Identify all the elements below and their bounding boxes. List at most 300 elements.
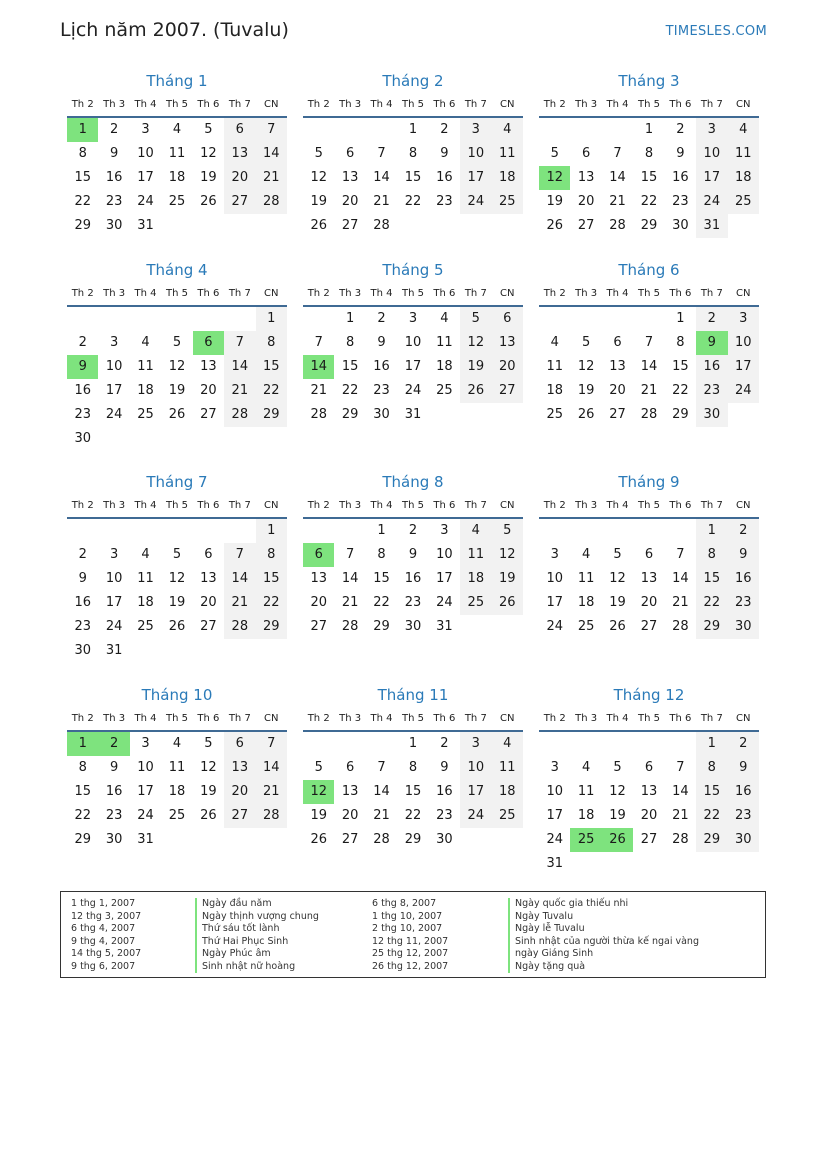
day-cell: 27 — [609, 407, 626, 422]
weekday-header — [67, 708, 287, 732]
day-cell: 21 — [672, 595, 689, 610]
empty-cell — [602, 118, 633, 142]
day-cell: 27 — [341, 832, 359, 847]
day-cell: 29 — [672, 407, 689, 422]
day-cell: 29 — [256, 615, 287, 639]
day-cell: 9 — [377, 335, 386, 350]
empty-cell — [161, 519, 192, 543]
legend-holiday-name: Thứ sáu tốt lành — [195, 923, 319, 936]
day-cell: 5 — [204, 122, 213, 137]
weekday-label: Th 2 — [543, 99, 566, 110]
legend-holiday-name: ngày Giáng Sinh — [508, 948, 699, 961]
day-cell: 29 — [404, 832, 422, 847]
weekday-label: Th 7 — [228, 713, 251, 724]
day-cell: 11 — [168, 146, 186, 161]
day-cell: 29 — [696, 828, 727, 852]
day-cell: 12 — [200, 146, 217, 161]
weekday-header — [539, 708, 759, 732]
legend-date: 12 thg 3, 2007 — [71, 910, 142, 922]
weekday-label: CN — [500, 500, 515, 511]
day-cell: 3 — [440, 523, 449, 538]
day-cell: 29 — [696, 615, 727, 639]
day-cell: 3 — [460, 118, 491, 142]
empty-cell — [665, 732, 696, 756]
holiday-day-cell: 6 — [193, 331, 224, 355]
weekday-header — [67, 283, 287, 307]
legend-holiday-name: Thứ Hai Phục Sinh — [195, 936, 319, 949]
empty-cell — [570, 519, 601, 543]
day-cell: 17 — [137, 784, 154, 799]
legend-holiday-name: Sinh nhật nữ hoàng — [195, 961, 319, 974]
day-cell: 10 — [436, 547, 453, 562]
month-block — [67, 473, 287, 663]
day-cell: 20 — [640, 595, 658, 610]
day-cell: 27 — [640, 619, 658, 634]
day-cell: 22 — [696, 804, 727, 828]
weekday-label: Th 5 — [401, 99, 424, 110]
day-cell: 19 — [492, 567, 523, 591]
day-cell: 1 — [696, 519, 727, 543]
day-cell: 25 — [137, 407, 154, 422]
day-cell: 13 — [577, 170, 595, 185]
empty-cell — [539, 519, 570, 543]
weekday-header — [539, 495, 759, 519]
day-cell: 24 — [105, 619, 123, 634]
weekday-label: Th 3 — [103, 500, 126, 511]
day-cell: 8 — [256, 543, 287, 567]
day-cell: 20 — [310, 595, 327, 610]
day-cell: 18 — [492, 780, 523, 804]
day-cell: 25 — [492, 190, 523, 214]
month-block — [539, 261, 759, 427]
day-cell: 22 — [341, 383, 359, 398]
day-cell: 29 — [373, 619, 390, 634]
day-cell: 4 — [581, 760, 591, 775]
weekday-label: Th 5 — [401, 288, 424, 299]
day-cell: 26 — [200, 808, 217, 823]
weekday-label: Th 2 — [307, 713, 330, 724]
weekday-label: Th 7 — [228, 99, 251, 110]
day-cell: 26 — [460, 379, 491, 403]
day-cell: 21 — [256, 166, 287, 190]
day-cell: 14 — [341, 571, 359, 586]
day-cell: 26 — [168, 619, 186, 634]
day-cell: 19 — [168, 595, 186, 610]
weekday-label: Th 2 — [543, 288, 566, 299]
empty-cell — [633, 307, 664, 331]
day-cell: 12 — [310, 170, 327, 185]
day-cell: 11 — [492, 142, 523, 166]
weekday-label: Th 3 — [575, 500, 598, 511]
day-cell: 6 — [224, 118, 255, 142]
day-grid — [303, 307, 523, 427]
weekday-label: Th 7 — [464, 500, 487, 511]
day-cell: 26 — [492, 591, 523, 615]
day-cell: 13 — [224, 756, 255, 780]
day-cell: 17 — [696, 166, 727, 190]
day-cell: 31 — [404, 407, 422, 422]
day-cell: 2 — [440, 122, 449, 137]
day-cell: 5 — [314, 146, 323, 161]
weekday-label: Th 4 — [134, 713, 157, 724]
day-cell: 18 — [137, 383, 154, 398]
day-cell: 25 — [546, 407, 563, 422]
empty-cell — [67, 307, 98, 331]
day-cell: 7 — [676, 760, 685, 775]
day-cell: 20 — [640, 808, 658, 823]
day-cell: 7 — [224, 331, 255, 355]
day-cell: 27 — [224, 804, 255, 828]
legend-date: 25 thg 12, 2007 — [372, 948, 449, 959]
weekday-label: Th 4 — [134, 500, 157, 511]
weekday-label: CN — [736, 288, 751, 299]
legend-names-left — [195, 898, 319, 973]
day-grid — [539, 307, 759, 427]
day-cell: 19 — [609, 808, 626, 823]
weekday-header — [303, 495, 523, 519]
day-cell: 23 — [728, 591, 759, 615]
day-cell: 19 — [168, 383, 186, 398]
day-cell: 17 — [460, 780, 491, 804]
day-cell: 30 — [696, 403, 727, 427]
day-cell: 14 — [224, 355, 255, 379]
day-cell: 2 — [78, 547, 87, 562]
day-cell: 24 — [105, 407, 123, 422]
day-cell: 30 — [672, 218, 689, 233]
empty-cell — [366, 118, 397, 142]
day-cell: 12 — [200, 760, 217, 775]
day-cell: 23 — [672, 194, 689, 209]
empty-cell — [303, 307, 334, 331]
day-cell: 21 — [373, 808, 390, 823]
weekday-label: Th 5 — [165, 288, 188, 299]
day-cell: 16 — [436, 170, 453, 185]
day-cell: 18 — [168, 784, 186, 799]
day-cell: 20 — [341, 808, 359, 823]
weekday-label: Th 2 — [307, 99, 330, 110]
day-cell: 16 — [74, 595, 91, 610]
day-cell: 15 — [696, 780, 727, 804]
day-cell: 17 — [728, 355, 759, 379]
weekday-label: CN — [736, 500, 751, 511]
weekday-header — [539, 94, 759, 118]
day-cell: 11 — [577, 784, 595, 799]
weekday-label: Th 7 — [228, 288, 251, 299]
weekday-label: Th 4 — [606, 713, 629, 724]
weekday-label: Th 3 — [103, 288, 126, 299]
day-cell: 24 — [460, 190, 491, 214]
day-cell: 10 — [460, 142, 491, 166]
day-cell: 23 — [74, 619, 91, 634]
day-cell: 27 — [200, 619, 217, 634]
day-cell: 8 — [408, 146, 418, 161]
day-cell: 15 — [640, 170, 658, 185]
day-cell: 26 — [310, 218, 327, 233]
day-cell: 4 — [440, 311, 449, 326]
holiday-day-cell: 9 — [67, 355, 98, 379]
day-cell: 30 — [105, 218, 123, 233]
weekday-label: Th 4 — [606, 288, 629, 299]
day-cell: 3 — [109, 547, 119, 562]
day-cell: 10 — [696, 142, 727, 166]
day-cell: 6 — [581, 146, 591, 161]
legend-date: 6 thg 4, 2007 — [71, 923, 136, 934]
day-grid — [539, 118, 759, 238]
day-cell: 25 — [728, 190, 759, 214]
day-cell: 23 — [728, 804, 759, 828]
day-cell: 4 — [141, 547, 150, 562]
day-cell: 5 — [550, 146, 559, 161]
day-cell: 18 — [168, 170, 186, 185]
empty-cell — [539, 307, 570, 331]
day-cell: 21 — [672, 808, 689, 823]
day-cell: 21 — [609, 194, 626, 209]
weekday-header — [303, 94, 523, 118]
day-cell: 31 — [436, 619, 453, 634]
day-cell: 6 — [644, 760, 654, 775]
legend-dates-left — [71, 898, 141, 973]
day-cell: 6 — [492, 307, 523, 331]
holiday-day-cell: 26 — [602, 828, 633, 852]
day-cell: 23 — [696, 379, 727, 403]
day-cell: 27 — [310, 619, 327, 634]
day-cell: 9 — [109, 760, 119, 775]
day-cell: 17 — [460, 166, 491, 190]
weekday-label: Th 7 — [700, 99, 723, 110]
day-cell: 12 — [492, 543, 523, 567]
weekday-label: Th 5 — [401, 500, 424, 511]
weekday-label: Th 2 — [307, 500, 330, 511]
day-cell: 5 — [314, 760, 323, 775]
day-cell: 28 — [672, 832, 689, 847]
day-grid — [303, 732, 523, 852]
weekday-label: Th 3 — [339, 500, 362, 511]
month-block — [539, 686, 759, 876]
day-cell: 2 — [109, 122, 119, 137]
empty-cell — [570, 732, 601, 756]
day-cell: 1 — [408, 736, 418, 751]
day-cell: 15 — [256, 567, 287, 591]
empty-cell — [303, 732, 334, 756]
day-cell: 28 — [373, 218, 390, 233]
day-cell: 24 — [546, 619, 563, 634]
day-cell: 21 — [224, 591, 255, 615]
empty-cell — [193, 519, 224, 543]
day-cell: 13 — [609, 359, 626, 374]
weekday-label: Th 7 — [228, 500, 251, 511]
legend-holiday-name: Ngày thịnh vượng chung — [195, 911, 319, 924]
empty-cell — [224, 519, 255, 543]
day-cell: 1 — [256, 307, 287, 331]
day-cell: 30 — [404, 619, 422, 634]
weekday-label: Th 6 — [433, 713, 456, 724]
weekday-label: CN — [500, 288, 515, 299]
day-cell: 21 — [256, 780, 287, 804]
day-cell: 1 — [345, 311, 355, 326]
day-cell: 30 — [74, 643, 91, 658]
day-cell: 31 — [696, 214, 727, 238]
weekday-label: Th 6 — [433, 500, 456, 511]
day-cell: 8 — [644, 146, 654, 161]
month-block — [303, 686, 523, 852]
day-cell: 7 — [224, 543, 255, 567]
day-cell: 19 — [200, 170, 217, 185]
day-cell: 24 — [460, 804, 491, 828]
day-cell: 20 — [492, 355, 523, 379]
day-grid — [303, 519, 523, 639]
day-cell: 11 — [137, 571, 154, 586]
day-cell: 16 — [696, 355, 727, 379]
day-cell: 27 — [640, 832, 658, 847]
day-cell: 14 — [640, 359, 658, 374]
legend-date: 26 thg 12, 2007 — [372, 960, 449, 972]
day-grid — [67, 732, 287, 852]
day-cell: 19 — [310, 808, 327, 823]
day-cell: 12 — [577, 359, 595, 374]
day-cell: 29 — [640, 218, 658, 233]
day-cell: 28 — [224, 615, 255, 639]
day-cell: 8 — [696, 543, 727, 567]
weekday-label: Th 6 — [669, 713, 692, 724]
month-block — [67, 72, 287, 238]
day-cell: 8 — [696, 756, 727, 780]
weekday-label: Th 6 — [433, 99, 456, 110]
day-cell: 28 — [609, 218, 626, 233]
legend-holiday-name: Ngày đầu năm — [195, 898, 319, 911]
day-cell: 15 — [373, 571, 390, 586]
empty-cell — [633, 732, 664, 756]
legend-date: 14 thg 5, 2007 — [71, 948, 142, 959]
day-cell: 18 — [137, 595, 154, 610]
empty-cell — [334, 732, 365, 756]
day-cell: 4 — [581, 547, 591, 562]
day-cell: 22 — [404, 194, 422, 209]
weekday-label: Th 4 — [370, 288, 393, 299]
weekday-label: Th 4 — [134, 99, 157, 110]
day-cell: 10 — [546, 784, 563, 799]
day-cell: 18 — [577, 808, 595, 823]
day-cell: 26 — [310, 832, 327, 847]
empty-cell — [224, 307, 255, 331]
legend-holiday-name: Ngày Phúc âm — [195, 948, 319, 961]
day-cell: 5 — [613, 760, 622, 775]
month-name: Tháng 7 — [146, 473, 208, 491]
site-link[interactable]: TIMESLES.COM — [665, 24, 767, 39]
holiday-day-cell: 1 — [67, 732, 98, 756]
day-cell: 1 — [256, 519, 287, 543]
weekday-label: CN — [264, 713, 279, 724]
day-cell: 23 — [105, 194, 123, 209]
weekday-label: CN — [736, 713, 751, 724]
day-cell: 10 — [460, 756, 491, 780]
day-cell: 2 — [728, 732, 759, 756]
day-cell: 13 — [640, 784, 658, 799]
day-cell: 21 — [224, 379, 255, 403]
day-cell: 11 — [492, 756, 523, 780]
day-cell: 24 — [436, 595, 453, 610]
day-cell: 1 — [676, 311, 685, 326]
legend-date: 2 thg 10, 2007 — [372, 923, 443, 934]
holiday-day-cell: 9 — [696, 331, 727, 355]
day-cell: 7 — [256, 118, 287, 142]
weekday-label: Th 2 — [543, 713, 566, 724]
empty-cell — [67, 519, 98, 543]
day-cell: 7 — [377, 146, 386, 161]
weekday-label: Th 7 — [700, 288, 723, 299]
day-cell: 10 — [137, 146, 154, 161]
weekday-label: Th 4 — [370, 713, 393, 724]
day-cell: 28 — [224, 403, 255, 427]
day-cell: 25 — [168, 194, 186, 209]
day-cell: 13 — [492, 331, 523, 355]
day-cell: 30 — [728, 615, 759, 639]
weekday-header — [67, 94, 287, 118]
day-cell: 16 — [728, 567, 759, 591]
month-name: Tháng 10 — [141, 686, 213, 704]
day-cell: 18 — [728, 166, 759, 190]
day-cell: 13 — [341, 784, 359, 799]
weekday-label: Th 3 — [103, 99, 126, 110]
holiday-legend — [60, 891, 766, 978]
day-cell: 19 — [577, 383, 595, 398]
day-cell: 3 — [728, 307, 759, 331]
day-cell: 20 — [341, 194, 359, 209]
day-cell: 24 — [137, 194, 154, 209]
day-cell: 16 — [436, 784, 453, 799]
day-cell: 29 — [74, 832, 91, 847]
day-cell: 22 — [696, 591, 727, 615]
day-cell: 5 — [460, 307, 491, 331]
day-cell: 25 — [168, 808, 186, 823]
day-cell: 9 — [408, 547, 418, 562]
day-cell: 28 — [373, 832, 390, 847]
day-cell: 26 — [546, 218, 563, 233]
weekday-label: Th 3 — [575, 713, 598, 724]
day-cell: 24 — [696, 190, 727, 214]
weekday-label: Th 5 — [637, 713, 660, 724]
day-cell: 30 — [105, 832, 123, 847]
day-cell: 23 — [74, 407, 91, 422]
weekday-label: Th 2 — [71, 500, 94, 511]
day-cell: 6 — [224, 732, 255, 756]
day-cell: 16 — [105, 784, 123, 799]
day-cell: 31 — [105, 643, 123, 658]
weekday-label: Th 3 — [575, 288, 598, 299]
day-cell: 10 — [546, 571, 563, 586]
weekday-label: CN — [264, 99, 279, 110]
weekday-label: Th 4 — [370, 500, 393, 511]
empty-cell — [161, 307, 192, 331]
day-cell: 16 — [105, 170, 123, 185]
day-cell: 14 — [373, 170, 390, 185]
day-cell: 5 — [172, 547, 182, 562]
month-block — [303, 473, 523, 639]
day-cell: 26 — [577, 407, 595, 422]
day-cell: 9 — [728, 756, 759, 780]
day-cell: 5 — [581, 335, 591, 350]
holiday-day-cell: 14 — [303, 355, 334, 379]
day-cell: 2 — [440, 736, 449, 751]
day-cell: 8 — [345, 335, 355, 350]
day-cell: 26 — [609, 619, 626, 634]
day-cell: 3 — [550, 760, 559, 775]
day-cell: 17 — [105, 595, 123, 610]
month-name: Tháng 6 — [618, 261, 680, 279]
day-cell: 12 — [168, 359, 186, 374]
day-cell: 15 — [74, 170, 91, 185]
month-name: Tháng 8 — [382, 473, 444, 491]
day-cell: 4 — [172, 122, 182, 137]
